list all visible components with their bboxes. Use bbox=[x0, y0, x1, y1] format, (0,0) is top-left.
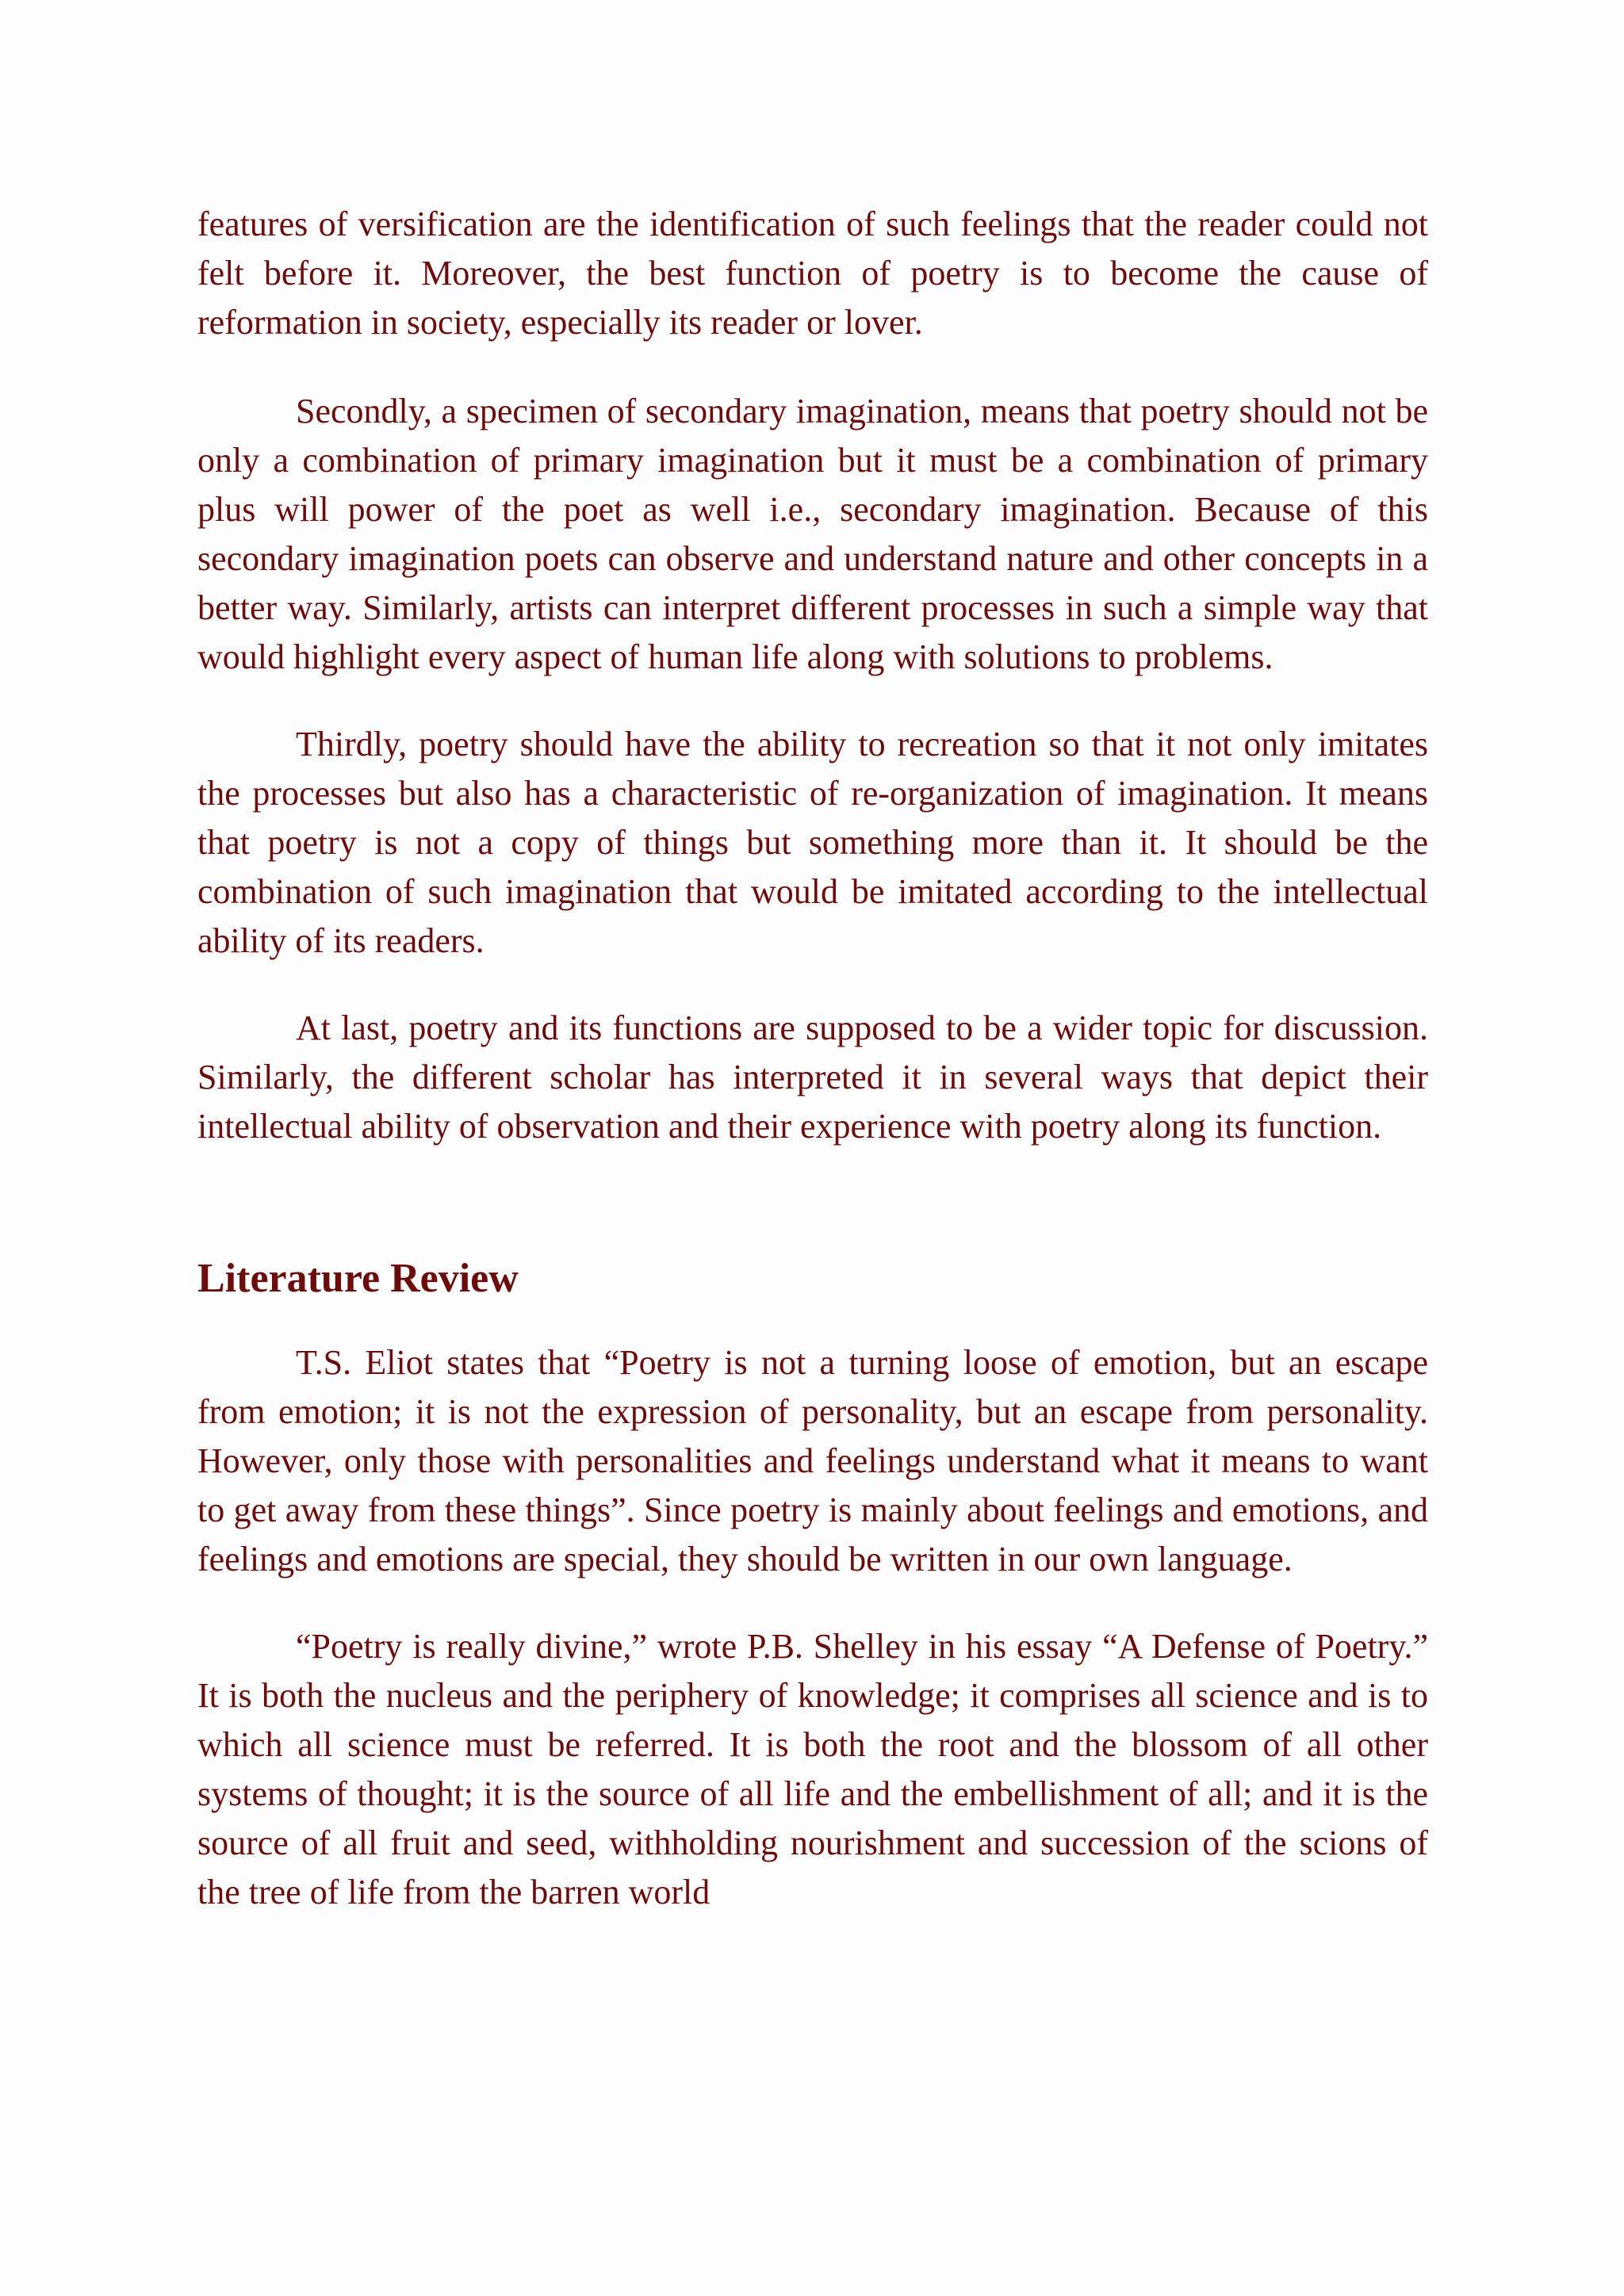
paragraph-continuation: features of versification are the identification of such feelings that the reader could not felt before it. Moreover, the best function of poetry is to become the cause of reformation in society, especially its reader or lover. bbox=[197, 205, 1428, 342]
paragraph-shelley: “Poetry is really divine,” wrote P.B. Shelley in his essay “A Defense of Poetry.” It is both the nucleus and the periphery of knowledge; it comprises all science and is to which all science must be referred. It is both the root and the blossom of all other systems of thought; it is the source of all life and the embellishment of all; and it is the source of all fruit and seed, withholding nourishment and succession of the scions of the tree of life from the barren world bbox=[197, 1627, 1428, 1911]
paragraph-secondly: Secondly, a specimen of secondary imagination, means that poetry should not be only a combination of primary imagination but it must be a combination of primary plus will power of the poet as well i.e., secondary imagination. Because of this secondary imagination poets can observe and understand nature and other concepts in a better way. Similarly, artists can interpret different processes in such a simple way that would highlight every aspect of human life along with solutions to problems. bbox=[197, 392, 1428, 676]
paragraph-thirdly: Thirdly, poetry should have the ability to recreation so that it not only imitates the processes but also has a characteristic of re-organization of imagination. It means that poetry is not a copy of things but something more than it. It should be the combination of such imagination that would be imitated according to the intellectual ability of its readers. bbox=[197, 725, 1428, 960]
document-body bbox=[197, 200, 1428, 1955]
section-heading: Literature Review bbox=[197, 1256, 519, 1301]
paragraph-eliot: T.S. Eliot states that “Poetry is not a turning loose of emotion, but an escape from emotion; it is not the expression of personality, but an escape from personality. However, only those with personalities and feelings understand what it means to want to get away from these things”. Since poetry is mainly about feelings and emotions, and feelings and emotions are special, they should be written in our own language. bbox=[197, 1343, 1428, 1578]
paragraph-at-last: At last, poetry and its functions are supposed to be a wider topic for discussion. Similarly, the different scholar has interpreted it in several ways that depict their intellectual ability of observation and their experience with poetry along its function. bbox=[197, 1008, 1428, 1146]
